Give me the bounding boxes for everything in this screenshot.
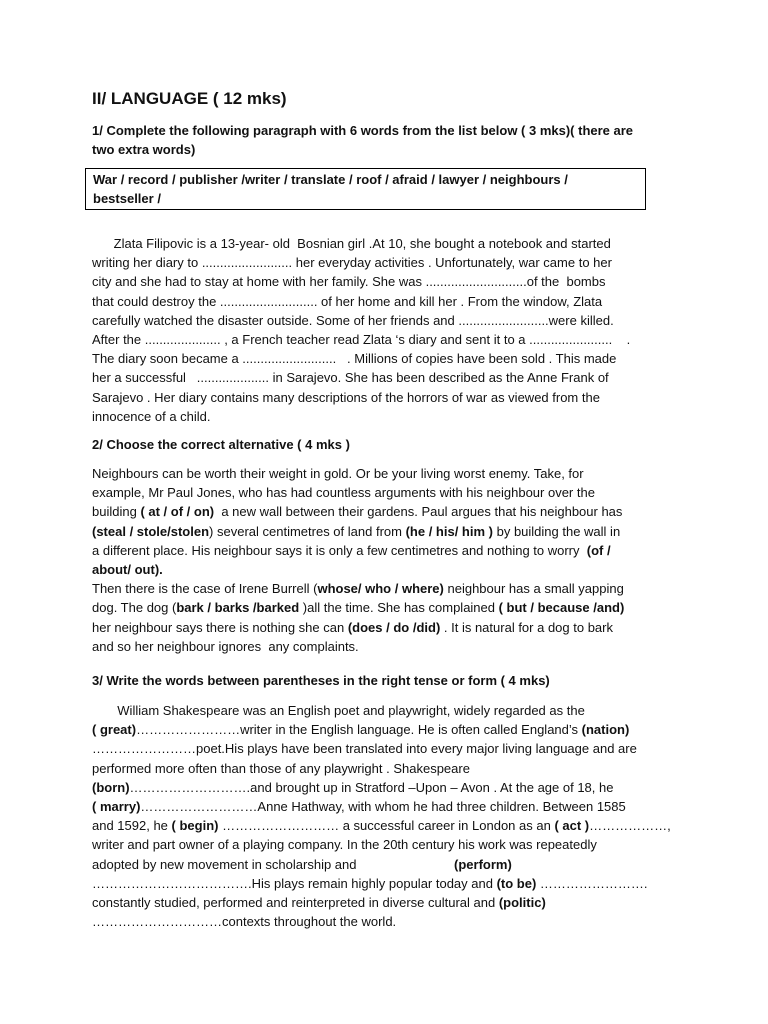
paragraph-text: example, Mr Paul Jones, who has had countless arguments with his neighbour over the: [92, 485, 595, 501]
paragraph-text: performed more often than those of any playwright . Shakespeare: [92, 760, 470, 776]
paragraph-text: and 1592, he: [92, 818, 172, 834]
paragraph-text: …………………….: [536, 875, 648, 891]
question-1-heading-line: 1/ Complete the following paragraph with 6 words from the list below ( 3 mks)( there are: [92, 123, 634, 138]
answer-options: (steal / stole/stolen: [92, 523, 210, 539]
paragraph-text: . It is natural for a dog to bark: [440, 619, 613, 635]
answer-options: ( at / of / on): [140, 504, 215, 520]
paragraph-line: [92, 701, 676, 720]
paragraph-line: [92, 483, 676, 502]
paragraph-text: dog. The dog (: [92, 600, 177, 616]
paragraph-text: ……………………………….His plays remain highly popular today and: [92, 875, 497, 891]
paragraph-line: [92, 739, 676, 758]
paragraph-text: ) several centimetres of land from: [209, 523, 406, 539]
word-list-line: War / record / publisher /writer / translate / roof / afraid / lawyer / neighbours /: [93, 172, 568, 187]
paragraph-line: her a successful .................... in Sarajevo. She has been described as the Anne Frank of: [92, 370, 609, 386]
paragraph-text: her neighbour says there is nothing she can: [92, 619, 348, 635]
paragraph-text: writer and part owner of a playing company. In the 20th century his work was repeatedly: [92, 837, 597, 853]
section-title: II/ LANGUAGE ( 12 mks): [92, 89, 287, 108]
paragraph-line: [92, 855, 676, 874]
paragraph-text: ……………………… a successful career in London as an: [218, 818, 555, 834]
paragraph-line: Zlata Filipovic is a 13-year- old Bosnian girl .At 10, she bought a notebook and started: [92, 236, 611, 251]
question-2-paragraph: [92, 464, 676, 656]
question-1-heading: [92, 121, 676, 159]
paragraph-line: Sarajevo . Her diary contains many descriptions of the horrors of war as viewed from the: [92, 389, 600, 405]
paragraph-text: William Shakespeare was an English poet and playwright, widely regarded as the: [92, 703, 585, 718]
answer-options: ( act ): [554, 818, 590, 834]
paragraph-line: [92, 797, 676, 816]
paragraph-line: [92, 560, 676, 579]
answer-options: ( great): [92, 722, 137, 738]
question-3-paragraph: [92, 701, 676, 931]
answer-options: (does / do /did): [347, 619, 441, 635]
paragraph-text: Then there is the case of Irene Burrell (: [92, 581, 318, 597]
paragraph-line: [92, 522, 676, 541]
paragraph-line: [92, 541, 676, 560]
paragraph-line: writing her diary to ......................... her everyday activities . Unfortunately, war came to her: [92, 255, 612, 271]
paragraph-line: [92, 464, 676, 483]
answer-options: ( but / because /and): [498, 600, 625, 616]
paragraph-line: [92, 816, 676, 835]
paragraph-line: [92, 778, 676, 797]
paragraph-text: building: [92, 504, 141, 520]
word-list-box: [85, 168, 646, 210]
question-1-heading-line: two extra words): [92, 142, 196, 158]
word-list-line: bestseller /: [93, 191, 161, 206]
answer-options: ( begin): [171, 818, 219, 834]
paragraph-line: [92, 759, 676, 778]
paragraph-line: that could destroy the ........................... of her home and kill her . From the window, Zlata: [92, 293, 603, 309]
answer-options: whose/ who / where): [317, 581, 444, 597]
answer-options: about/ out).: [92, 562, 163, 578]
answer-options: (he / his/ him ): [405, 523, 493, 539]
answer-options: (nation): [581, 722, 630, 738]
paragraph-text: ………………,: [589, 818, 671, 834]
question-1-paragraph: [92, 234, 676, 426]
paragraph-text: adopted by new movement in scholarship and: [92, 856, 455, 872]
paragraph-text: ……………………poet.His plays have been translated into every major living language and are: [92, 741, 637, 757]
paragraph-line: [92, 637, 676, 656]
paragraph-text: …………………………contexts throughout the world.: [92, 914, 397, 930]
paragraph-line: [92, 579, 676, 598]
paragraph-text: Neighbours can be worth their weight in gold. Or be your living worst enemy. Take, for: [92, 466, 584, 481]
paragraph-line: [92, 893, 676, 912]
paragraph-text: constantly studied, performed and reinterpreted in diverse cultural and: [92, 895, 499, 911]
paragraph-line: carefully watched the disaster outside. Some of her friends and .........................were killed.: [92, 312, 614, 328]
paragraph-text: and so her neighbour ignores any complaints.: [92, 638, 359, 654]
paragraph-line: [92, 618, 676, 637]
paragraph-text: neighbour has a small yapping: [443, 581, 624, 597]
paragraph-text: ………………………Anne Hathway, with whom he had three children. Between 1585: [140, 799, 626, 815]
paragraph-text: a new wall between their gardens. Paul argues that his neighbour has: [214, 504, 623, 520]
answer-options: bark / barks /barked: [176, 600, 300, 616]
paragraph-text: )all the time. She has complained: [299, 600, 499, 616]
question-3-heading: 3/ Write the words between parentheses in the right tense or form ( 4 mks): [92, 673, 550, 688]
paragraph-line: After the ..................... , a French teacher read Zlata ‘s diary and sent it to a ....................... .: [92, 332, 631, 348]
answer-options: (born): [92, 779, 130, 795]
paragraph-line: [92, 835, 676, 854]
answer-options: (perform): [454, 856, 512, 872]
paragraph-line: [92, 598, 676, 617]
answer-options: (to be): [496, 875, 537, 891]
paragraph-line: The diary soon became a .......................... . Millions of copies have been sold . This made: [92, 351, 617, 367]
answer-options: ( marry): [92, 799, 141, 815]
paragraph-text: a different place. His neighbour says it is only a few centimetres and nothing to worry: [92, 542, 587, 558]
answer-options: (of /: [586, 542, 611, 558]
paragraph-line: [92, 874, 676, 893]
paragraph-line: [92, 912, 676, 931]
paragraph-text: ……………………….and brought up in Stratford –Upon – Avon . At the age of 18, he: [129, 779, 614, 795]
answer-options: (politic): [498, 895, 546, 911]
paragraph-text: by building the wall in: [492, 523, 621, 539]
paragraph-text: ……………………writer in the English language. He is often called England’s: [136, 722, 582, 738]
paragraph-line: city and she had to stay at home with her family. She was ............................of the bombs: [92, 274, 606, 290]
question-2-heading: 2/ Choose the correct alternative ( 4 mks ): [92, 437, 350, 452]
paragraph-line: innocence of a child.: [92, 408, 211, 424]
paragraph-line: [92, 720, 676, 739]
paragraph-line: [92, 502, 676, 521]
